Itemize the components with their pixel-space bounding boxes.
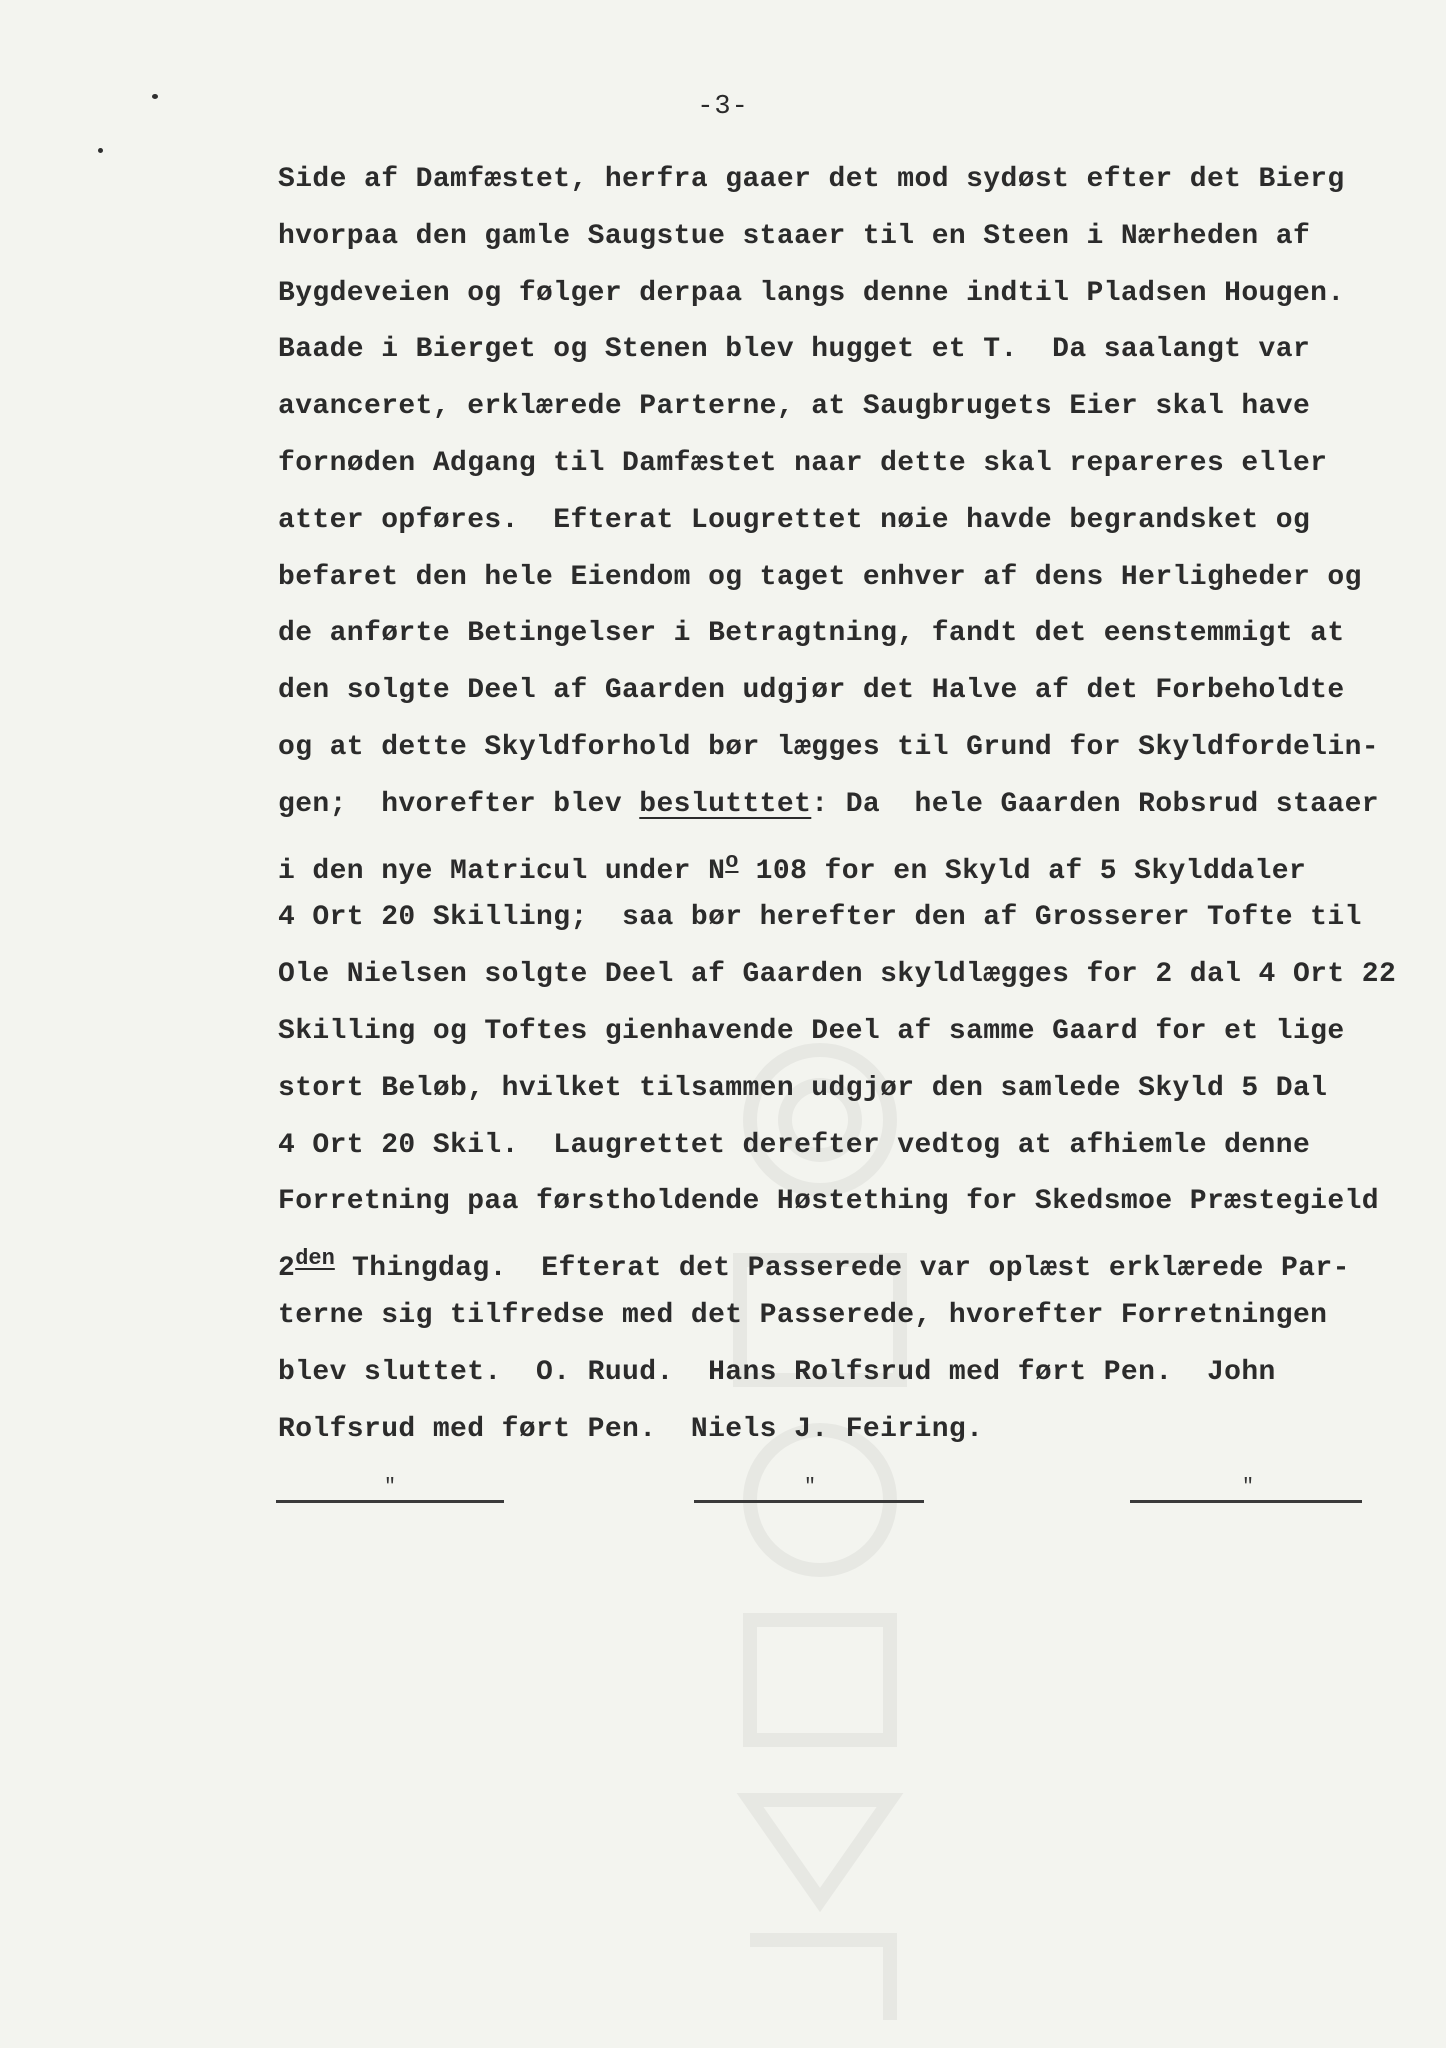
text-line: Baade i Bierget og Stenen blev hugget et T. Da saalangt var: [278, 334, 1311, 366]
page-number: -3-: [697, 92, 749, 122]
text-line: Forretning paa førstholdende Høstething for Skedsmoe Præstegield: [278, 1186, 1379, 1218]
superscript-text: o: [725, 848, 739, 874]
text-line: fornøden Adgang til Damfæstet naar dette skal repareres eller: [278, 447, 1328, 479]
text-line: stort Beløb, hvilket tilsammen udgjør den samlede Skyld 5 Dal: [278, 1072, 1328, 1104]
superscript-text: den: [295, 1246, 335, 1272]
separator-line: [694, 1500, 924, 1503]
text-line: [278, 1237, 1418, 1294]
text-line: [278, 783, 1418, 840]
text-segment: 108 for en Skyld af 5 Skylddaler: [738, 855, 1307, 887]
text-line: Rolfsrud med ført Pen. Niels J. Feiring.: [278, 1413, 984, 1445]
separator-mark: ": [1242, 1476, 1255, 1499]
separator-mark: ": [384, 1476, 397, 1499]
text-line: befaret den hele Eiendom og taget enhver af dens Herligheder og: [278, 561, 1362, 593]
text-line: 4 Ort 20 Skil. Laugrettet derefter vedtog at afhiemle denne: [278, 1129, 1311, 1161]
text-line: de anførte Betingelser i Betragtning, fandt det eenstemmigt at: [278, 618, 1345, 650]
text-segment: gen; hvorefter blev: [278, 788, 640, 820]
text-line: hvorpaa den gamle Saugstue staaer til en Steen i Nærheden af: [278, 220, 1311, 252]
text-line: Ole Nielsen solgte Deel af Gaarden skyldlægges for 2 dal 4 Ort 22: [278, 959, 1397, 991]
text-segment: 2: [278, 1253, 296, 1285]
text-segment: i den nye Matricul under N: [278, 855, 726, 887]
separator-line: [276, 1500, 504, 1503]
text-line: Skilling og Toftes gienhavende Deel af samme Gaard for et lige: [278, 1015, 1345, 1047]
text-line: 4 Ort 20 Skilling; saa bør herefter den af Grosserer Tofte til: [278, 902, 1362, 934]
text-line: [278, 840, 1418, 897]
text-line: terne sig tilfredse med det Passerede, hvorefter Forretningen: [278, 1299, 1328, 1331]
text-line: og at dette Skyldforhold bør lægges til Grund for Skyldfordelin-: [278, 731, 1379, 763]
text-line: Bygdeveien og følger derpaa langs denne indtil Pladsen Hougen.: [278, 277, 1345, 309]
separator-line: [1130, 1500, 1362, 1503]
text-line: avanceret, erklærede Parterne, at Saugbrugets Eier skal have: [278, 391, 1311, 423]
text-line: den solgte Deel af Gaarden udgjør det Halve af det Forbeholdte: [278, 675, 1345, 707]
text-line: blev sluttet. O. Ruud. Hans Rolfsrud med ført Pen. John: [278, 1356, 1276, 1388]
document-body: [278, 158, 1418, 1464]
text-segment: : Da hele Gaarden Robsrud staaer: [811, 788, 1379, 820]
ink-speck: [98, 148, 103, 153]
text-line: atter opføres. Efterat Lougrettet nøie havde begrandsket og: [278, 504, 1311, 536]
text-line: Side af Damfæstet, herfra gaaer det mod sydøst efter det Bierg: [278, 164, 1345, 195]
separator-mark: ": [804, 1476, 817, 1499]
text-segment: Thingdag. Efterat det Passerede var oplæst erklærede Par-: [334, 1253, 1350, 1285]
underlined-word: beslutttet: [639, 788, 812, 820]
